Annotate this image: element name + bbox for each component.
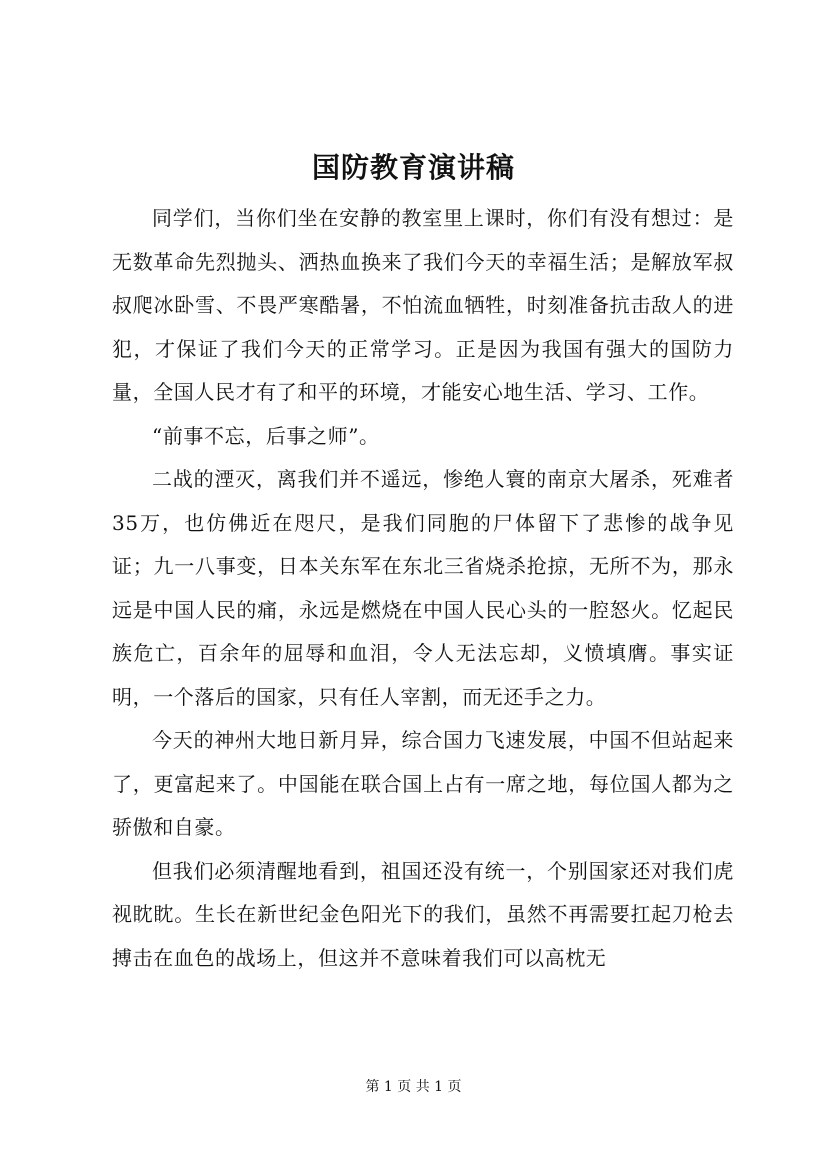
document-body	[112, 197, 734, 980]
paragraph-4: 今天的神州大地日新月异，综合国力飞速发展，中国不但站起来了，更富起来了。中国能在联合国上占有一席之地，每位国人都为之骄傲和自豪。	[112, 728, 734, 839]
page-title: 国防教育演讲稿	[311, 151, 515, 184]
paragraph-3: 二战的湮灭，离我们并不遥远，惨绝人寰的南京大屠杀，死难者35万，也仿佛近在咫尺，是我们同胞的尸体留下了悲惨的战争见证；九一八事变，日本关东军在东北三省烧杀抢掠，无所不为，那永远是中国人民的痛，永远是燃烧在中国人民心头的一腔怒火。忆起民族危亡，百余年的屈辱和血泪，令人无法忘却，义愤填膺。事实证明，一个落后的国家，只有任人宰割，而无还手之力。	[112, 467, 734, 709]
paragraph-1: 同学们，当你们坐在安静的教室里上课时，你们有没有想过：是无数革命先烈抛头、洒热血换来了我们今天的幸福生活；是解放军叔叔爬冰卧雪、不畏严寒酷暑，不怕流血牺牲，时刻准备抗击敌人的进犯，才保证了我们今天的正常学习。正是因为我国有强大的国防力量，全国人民才有了和平的环境，才能安心地生活、学习、工作。	[112, 206, 734, 404]
paragraph-2: “前事不忘，后事之师”。	[152, 423, 380, 448]
paragraph-5: 但我们必须清醒地看到，祖国还没有统一，个别国家还对我们虎视眈眈。生长在新世纪金色阳光下的我们，虽然不再需要扛起刀枪去搏击在血色的战场上，但这并不意味着我们可以高枕无	[112, 858, 734, 970]
page-footer: 第 1 页 共 1 页	[365, 1079, 462, 1095]
